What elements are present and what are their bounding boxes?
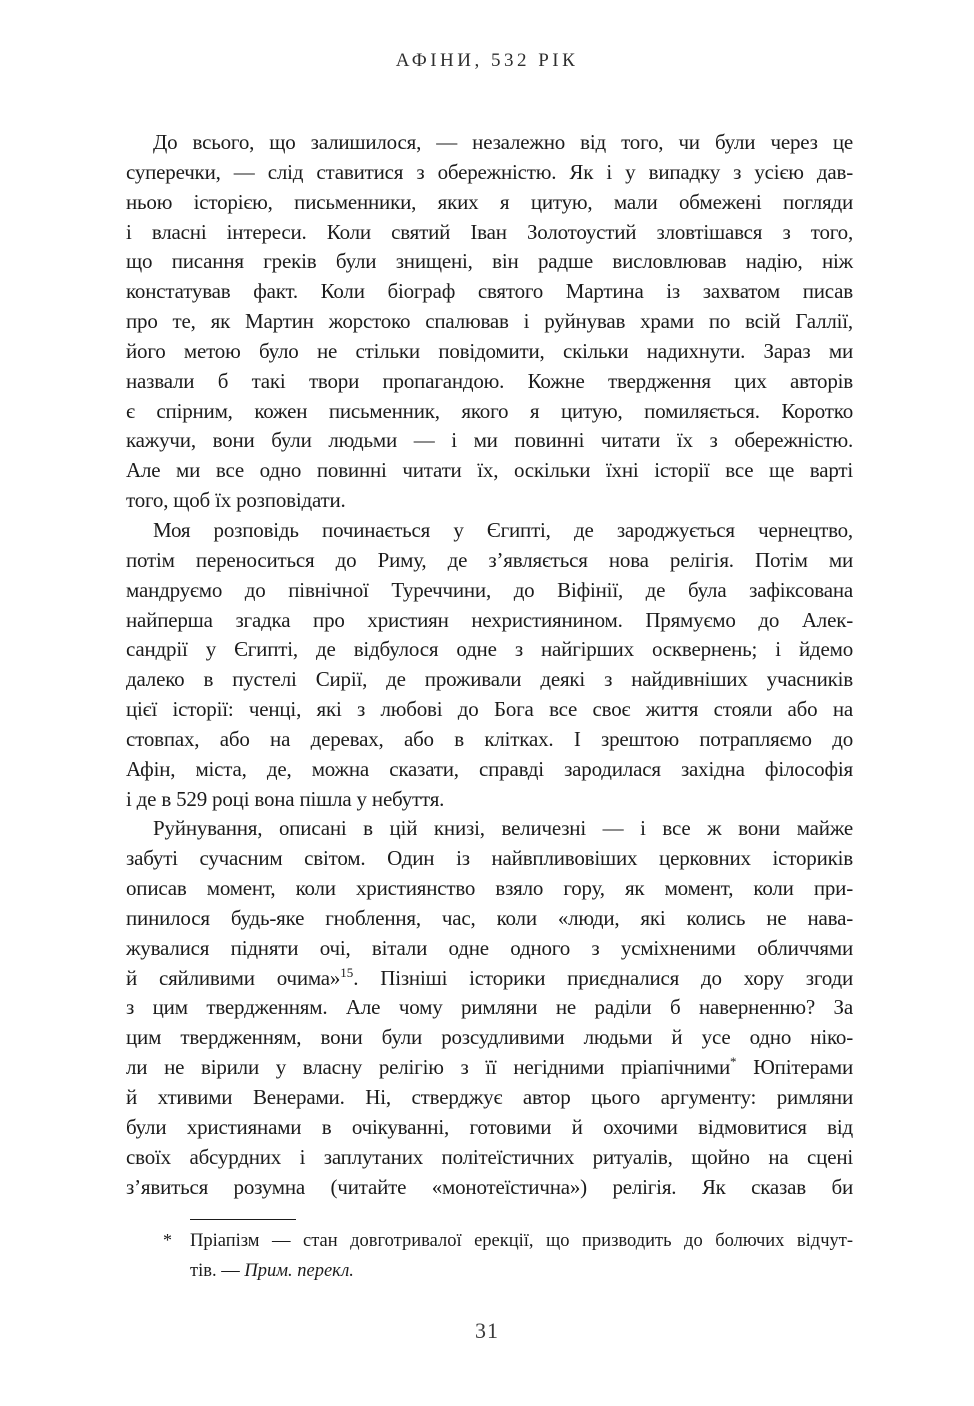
text-line: жувалися підняти очі, вітали одне одного з усміхненими обличчями (126, 935, 853, 960)
text-line: ньою історією, письменники, яких я цитую, мали обмежені погляди (126, 189, 853, 214)
text-line: далеко в пустелі Сирії, де проживали деякі з найдивніших учасників (126, 667, 853, 692)
footnote-line-2-plain: тів. — (190, 1261, 245, 1281)
footnote-line-2-italic: Прим. перекл. (244, 1261, 354, 1281)
footnote-line-1: Пріапізм — стан довготривалої ерекції, що призводить до болючих відчут- (190, 1231, 853, 1251)
text-line: того, щоб їх розповідати. (126, 488, 346, 513)
text-line: Але ми все одно повинні читати їх, оскільки їхні історії все ще варті (126, 458, 853, 483)
text-line: пинилося будь-яке гноблення, час, коли «люди, які колись не нава- (126, 905, 853, 930)
text-line: сандрії у Єгипті, де відбулося одне з найгірших осквернень; і йдемо (126, 637, 853, 662)
text-line: з’явиться розумна (читайте «монотеїстична») релігія. Як сказав би (126, 1174, 853, 1199)
text-line: і власні інтереси. Коли святий Іван Золотоустий зловтішався з того, (126, 219, 853, 244)
text-line: потім переноситься до Риму, де з’являється нова релігія. Потім ми (126, 547, 853, 572)
text-line: суперечки, — слід ставитися з обережністю. Як і у випадку з усією дав- (126, 159, 853, 184)
text-line: найперша згадка про християн нехристиянином. Прямуємо до Алек- (126, 607, 853, 632)
text-line: цим твердженням, вони були розсудливими людьми й усе одно ніко- (126, 1025, 853, 1050)
text-line: Руйнування, описані в цій книзі, величезні — і все ж вони майже (153, 816, 853, 841)
text-line: Моя розповідь починається у Єгипті, де зароджується чернецтво, (153, 517, 853, 542)
footnote-separator (190, 1219, 296, 1220)
text-line: стовпах, або на деревах, або в клітках. І зрештою потрапляємо до (126, 726, 853, 751)
footnote-marker: * (163, 1230, 172, 1250)
running-head: АФІНИ, 532 РІК (395, 50, 579, 71)
text-line: констатував факт. Коли біограф святого Мартина із захватом писав (126, 279, 853, 304)
text-line: й сяйливими очима»$^{15}$. Пізніші історики приєдналися до хору згоди (126, 964, 853, 990)
text-line: описав момент, коли християнство взяло гору, як момент, коли при- (126, 876, 853, 901)
footnote-line-2 (190, 1256, 853, 1286)
paragraph-1 (126, 128, 853, 516)
text-line: ли не вірили у власну релігію з її негідними пріапічними* Юпітерами (126, 1054, 854, 1080)
text-line: назвали б такі твори пропагандою. Кожне твердження цих авторів (126, 368, 853, 393)
text-line: і де в 529 році вона пішла у небуття. (126, 786, 445, 811)
text-line: про те, як Мартин жорстоко спалював і руйнував храми по всій Галлії, (126, 309, 853, 334)
text-line: забуті сучасним світом. Один із найвпливовіших церковних істориків (126, 846, 853, 871)
text-line: кажучи, вони були людьми — і ми повинні читати їх з обережністю. (126, 428, 853, 453)
paragraph-3 (126, 814, 853, 1202)
paragraph-2 (126, 516, 853, 814)
text-line: його метою було не стільки повідомити, скільки надихнути. Зараз ми (126, 338, 853, 363)
text-line: й хтивими Венерами. Ні, стверджує автор цього аргументу: римляни (126, 1085, 853, 1109)
text-line: є спірним, кожен письменник, якого я цитую, помиляється. Коротко (126, 398, 853, 423)
text-line: До всього, що залишилося, — незалежно від того, чи були через це (153, 130, 853, 154)
page-number: 31 (475, 1318, 499, 1343)
text-line: цієї історії: ченці, які з любові до Бога все своє життя стояли або на (126, 697, 853, 722)
text-line: Афін, міста, де, можна сказати, справді зародилася західна філософія (126, 756, 853, 781)
footnote (126, 1226, 853, 1286)
text-line: що писання греків були знищені, він радше висловлював надію, ніж (126, 249, 853, 274)
text-line: своїх абсурдних і заплутаних політеїстичних ритуалів, щойно на сцені (126, 1144, 853, 1169)
text-line: мандруємо до північної Туреччини, до Віфінії, де була зафіксована (126, 577, 853, 602)
body-text (126, 128, 853, 1202)
text-line: були християнами в очікуванні, готовими й охочими відмовитися від (126, 1114, 853, 1139)
text-line: з цим твердженням. Але чому римляни не раділи б наверненню? За (126, 995, 853, 1020)
footnote-text (126, 1226, 853, 1286)
